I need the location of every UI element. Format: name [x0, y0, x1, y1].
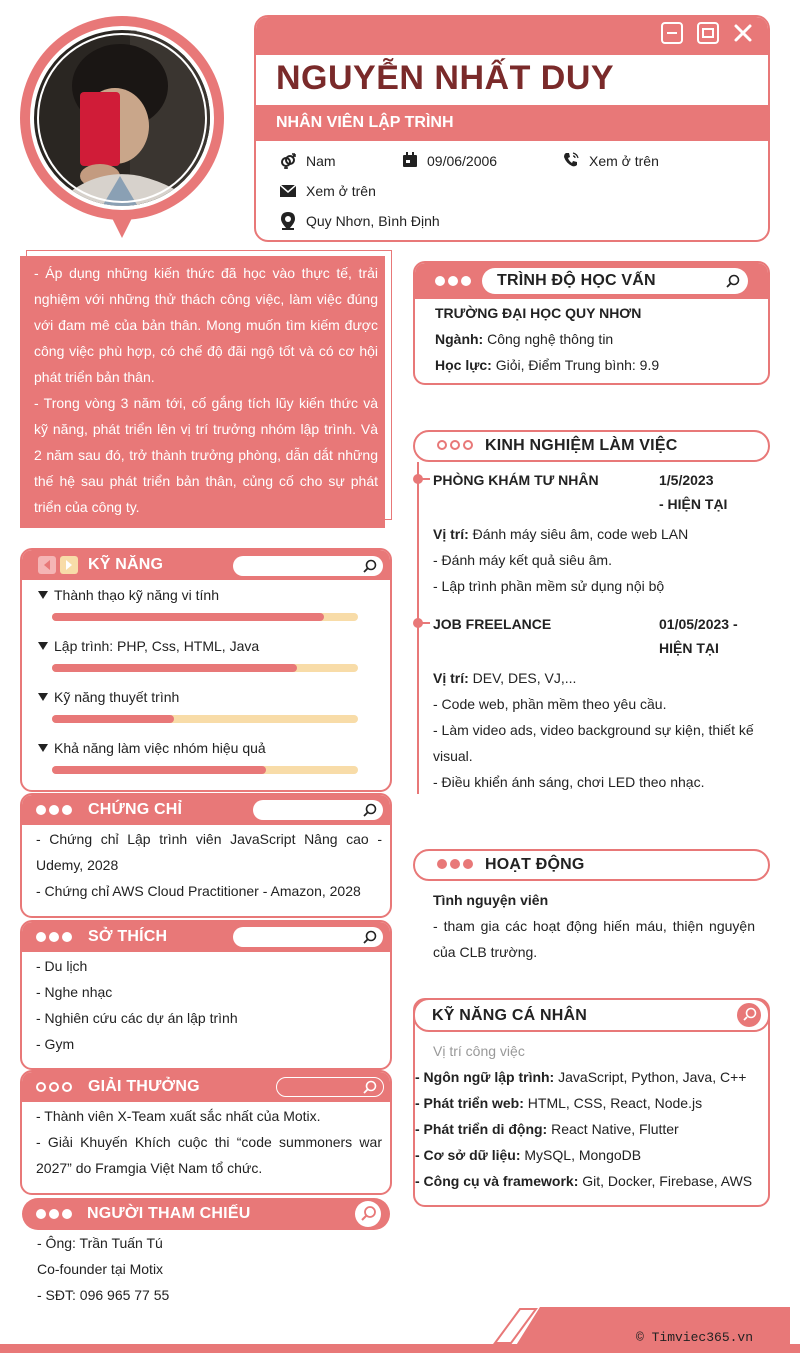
search-icon[interactable]: [363, 1080, 377, 1094]
timeline-connector: [418, 478, 430, 480]
job-duty: - Code web, phần mềm theo yêu cầu.: [433, 696, 667, 712]
activities-title: HOẠT ĐỘNG: [485, 856, 585, 873]
reference-item: - Ông: Trần Tuấn Tú: [37, 1235, 163, 1251]
hobby-item: - Nghe nhạc: [36, 984, 113, 1000]
objective-paragraph-1: - Áp dụng những kiến thức đã học vào thực tế, trải nghiệm với những thử thách công việc, làm việc đúng với đam mê của bản thân. Mong muốn tìm kiếm được công việc phù hợp, có chế độ đãi ngộ tốt và có cơ hội phát triển bản thân.: [34, 265, 378, 385]
close-icon[interactable]: [731, 21, 755, 45]
avatar-pointer: [109, 212, 135, 238]
skill-label: Thành thạo kỹ năng vi tính: [38, 582, 219, 608]
dots-icon: [437, 859, 473, 869]
dots-icon: [36, 932, 72, 942]
prev-arrow-icon[interactable]: [38, 556, 56, 574]
job-duty: - Đánh máy kết quả siêu âm.: [433, 552, 612, 568]
minimize-icon[interactable]: [661, 22, 683, 44]
job-position: Vị trí: Đánh máy siêu âm, code web LAN: [433, 526, 689, 542]
hobby-item: - Du lịch: [36, 958, 88, 974]
job-title: NHÂN VIÊN LẬP TRÌNH: [276, 114, 454, 131]
job-date: HIỆN TẠI: [659, 640, 719, 656]
reference-item: Co-founder tại Motix: [37, 1261, 164, 1277]
dots-icon: [36, 1082, 72, 1092]
education-grade: Học lực: Giỏi, Điểm Trung bình: 9.9: [435, 357, 660, 373]
personal-skills-title: KỸ NĂNG CÁ NHÂN: [432, 1007, 587, 1024]
hobbies-title: SỞ THÍCH: [88, 928, 168, 945]
hobby-item: - Gym: [36, 1036, 75, 1052]
certificate-item: - Chứng chỉ AWS Cloud Practitioner - Amazon, 2028: [36, 883, 361, 899]
search-icon[interactable]: [737, 1003, 761, 1027]
dots-icon: [437, 440, 473, 450]
email-value: Xem ở trên: [306, 183, 376, 199]
hobbies-search-input[interactable]: [233, 927, 383, 947]
personal-skills-section: [413, 998, 770, 1207]
skill-bar: [52, 766, 358, 774]
phone-value: Xem ở trên: [589, 153, 659, 169]
hobbies-section: [20, 920, 392, 1070]
dots-icon: [36, 805, 72, 815]
skills-search-input[interactable]: [233, 556, 383, 576]
personal-skill-item: - Cơ sở dữ liệu: MySQL, MongoDB: [415, 1147, 642, 1163]
job-date: 01/05/2023 -: [659, 616, 738, 632]
expand-triangle-icon: [38, 591, 48, 599]
search-icon[interactable]: [363, 559, 377, 573]
next-arrow-icon[interactable]: [60, 556, 78, 574]
expand-triangle-icon: [38, 693, 48, 701]
search-icon[interactable]: [726, 274, 740, 288]
job-duty: - Điều khiển ánh sáng, chơi LED theo nhạc.: [433, 774, 705, 790]
skill-bar: [52, 715, 358, 723]
skill-bar-fill: [52, 613, 324, 621]
skill-label: Kỹ năng thuyết trình: [38, 684, 179, 710]
certificates-title: CHỨNG CHỈ: [88, 801, 183, 818]
skill-bar-fill: [52, 715, 174, 723]
award-item: - Thành viên X-Team xuất sắc nhất của Motix.: [36, 1108, 321, 1124]
footer-copyright: © Timviec365.vn: [636, 1330, 754, 1345]
awards-title: GIẢI THƯỞNG: [88, 1078, 200, 1095]
timeline-connector: [418, 622, 430, 624]
gender-icon: [280, 153, 296, 169]
personal-skill-item: - Công cụ và framework: Git, Docker, Firebase, AWS: [415, 1173, 753, 1189]
skill-bar-fill: [52, 766, 266, 774]
job-position: Vị trí: DEV, DES, VJ,...: [433, 670, 577, 686]
search-icon[interactable]: [363, 930, 377, 944]
search-icon[interactable]: [355, 1201, 381, 1227]
dots-icon: [36, 1209, 72, 1219]
job-duty: - Làm video ads, video background sự kiện, thiết kế visual.: [433, 722, 754, 764]
candidate-name: NGUYỄN NHẤT DUY: [276, 59, 615, 97]
personal-skill-item: - Ngôn ngữ lập trình: JavaScript, Python, Java, C++: [415, 1069, 747, 1085]
education-major: Ngành: Công nghệ thông tin: [435, 331, 614, 347]
job-date: - HIỆN TẠI: [659, 496, 728, 512]
hobby-item: - Nghiên cứu các dự án lập trình: [36, 1010, 238, 1026]
skill-bar: [52, 613, 358, 621]
skills-title: KỸ NĂNG: [88, 556, 164, 573]
email-icon: [280, 184, 296, 196]
location-icon: [281, 212, 295, 230]
skill-bar: [52, 664, 358, 672]
school-name: TRƯỜNG ĐẠI HỌC QUY NHƠN: [435, 305, 642, 321]
certificates-section: [20, 793, 392, 918]
timeline-line: [417, 462, 419, 794]
awards-section: [20, 1070, 392, 1195]
job-company: JOB FREELANCE: [433, 616, 552, 632]
header-top-bar: [256, 17, 768, 55]
personal-skill-item: - Phát triển web: HTML, CSS, React, Node.js: [415, 1095, 703, 1111]
avatar: [30, 26, 214, 210]
job-duty: - Lập trình phần mềm sử dụng nội bộ: [433, 578, 665, 594]
calendar-icon: [402, 152, 418, 168]
experience-title: KINH NGHIỆM LÀM VIỆC: [485, 437, 678, 454]
search-icon[interactable]: [363, 803, 377, 817]
skill-bar-fill: [52, 664, 297, 672]
education-title: TRÌNH ĐỘ HỌC VẤN: [497, 272, 656, 289]
personal-skills-subtitle: Vị trí công việc: [433, 1043, 525, 1059]
expand-triangle-icon: [38, 744, 48, 752]
skill-label: Lập trình: PHP, Css, HTML, Java: [38, 633, 259, 659]
award-item: - Giải Khuyến Khích cuộc thi “code summoners war 2027” do Framgia Việt Nam tổ chức.: [36, 1134, 382, 1176]
address-value: Quy Nhơn, Bình Định: [306, 213, 440, 229]
personal-skill-item: - Phát triển di động: React Native, Flutter: [415, 1121, 679, 1137]
gender-value: Nam: [306, 153, 336, 169]
certificate-item: - Chứng chỉ Lập trình viên JavaScript Nâng cao - Udemy, 2028: [36, 831, 382, 873]
references-title: NGƯỜI THAM CHIẾU: [87, 1205, 251, 1222]
dots-icon: [435, 276, 471, 286]
education-section: [413, 261, 770, 385]
job-company: PHÒNG KHÁM TƯ NHÂN: [433, 472, 599, 488]
objective-paragraph-2: - Trong vòng 3 năm tới, cố gắng tích lũy kiến thức và kỹ năng, phát triển lên vị trí trưởng nhóm lập trình. Và 2 năm sau đó, trở thành trưởng phòng, dẫn dắt những thế hệ sau phát triển bản thân, củng cố cho sự phát triển của công ty.: [34, 395, 378, 515]
activity-desc: - tham gia các hoạt động hiến máu, thiện nguyện của CLB trường.: [433, 918, 755, 960]
expand-triangle-icon: [38, 642, 48, 650]
maximize-icon[interactable]: [697, 22, 719, 44]
reference-item: - SĐT: 096 965 77 55: [37, 1287, 170, 1303]
birthday-value: 09/06/2006: [427, 153, 498, 169]
skills-section: [20, 548, 392, 792]
job-date: 1/5/2023: [659, 472, 714, 488]
skill-label: Khả năng làm việc nhóm hiệu quả: [38, 735, 266, 761]
header-card: [254, 15, 770, 242]
activity-org: Tình nguyện viên: [433, 892, 549, 908]
phone-icon: [563, 152, 579, 168]
